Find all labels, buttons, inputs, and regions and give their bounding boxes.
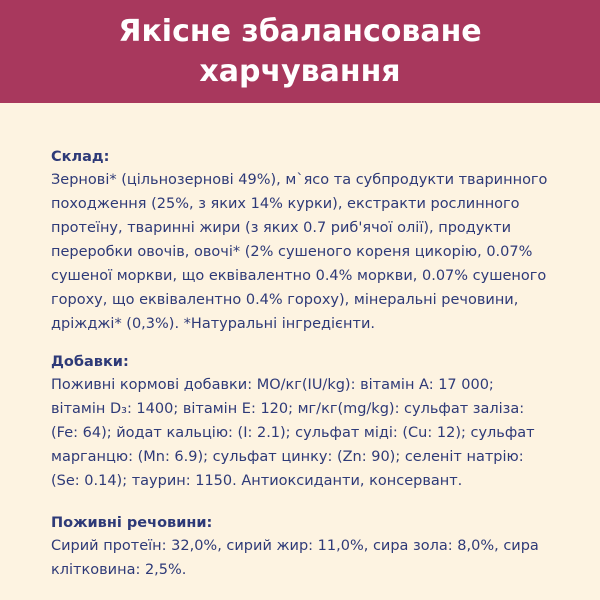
composition-title: Склад: (51, 149, 110, 165)
additives-line: Поживні кормові добавки: МО/кг(IU/kg): вітамін A: 17 000; (51, 377, 494, 393)
additives-section (51, 351, 535, 493)
nutrients-title: Поживні речовини: (51, 515, 213, 531)
header-banner (0, 0, 600, 103)
additives-title: Добавки: (51, 354, 129, 370)
additives-line: вітамін D₃: 1400; вітамін E: 120; мг/кг(mg/kg): сульфат заліза: (51, 401, 525, 417)
header-title-line-2: харчування (199, 53, 401, 89)
composition-section (51, 146, 547, 336)
nutrients-line: клітковина: 2,5%. (51, 562, 187, 578)
composition-line: гороху, що еквівалентно 0.4% гороху), мінеральні речовини, (51, 292, 519, 308)
composition-line: дріжджі* (0,3%). *Натуральні інгредієнти. (51, 316, 375, 332)
composition-line: Зернові* (цільнозернові 49%), м`ясо та субпродукти тваринного (51, 172, 548, 188)
nutrients-line: Сирий протеїн: 32,0%, сирий жир: 11,0%, сира зола: 8,0%, сира (51, 538, 539, 554)
nutrients-section (51, 512, 539, 582)
composition-line: переробки овочів, овочі* (2% сушеного кореня цикорію, 0.07% (51, 244, 533, 260)
nutrients-text (51, 534, 539, 582)
composition-text (51, 168, 547, 336)
composition-line: сушеної моркви, що еквівалентно 0.4% моркви, 0.07% сушеного (51, 268, 547, 284)
additives-text (51, 373, 535, 493)
header-title-line-1: Якісне збалансоване (118, 13, 482, 49)
additives-line: (Se: 0.14); таурин: 1150. Антиоксиданти, консервант. (51, 473, 463, 489)
additives-line: марганцю: (Mn: 6.9); сульфат цинку: (Zn: 90); селеніт натрію: (51, 449, 524, 465)
composition-line: протеїну, тваринні жири (з яких 0.7 риб'ячої олії), продукти (51, 220, 512, 236)
composition-line: походження (25%, з яких 14% курки), екстракти рослинного (51, 196, 520, 212)
additives-line: (Fe: 64); йодат кальцію: (I: 2.1); сульфат міді: (Cu: 12); сульфат (51, 425, 535, 441)
